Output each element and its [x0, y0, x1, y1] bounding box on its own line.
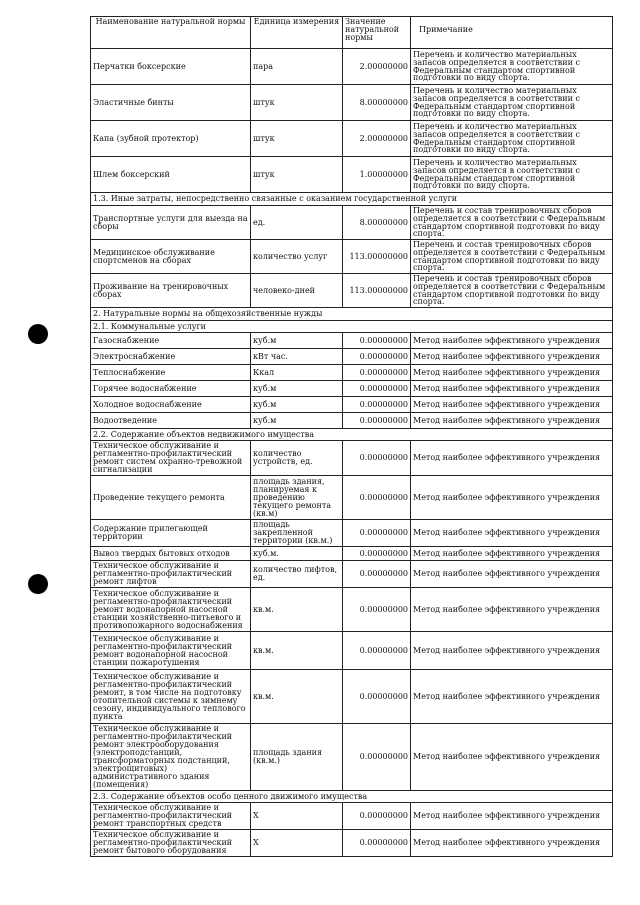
row-name: Капа (зубной протектор) [91, 121, 251, 157]
row-value: 0.00000000 [343, 632, 411, 670]
row-value: 0.00000000 [343, 476, 411, 520]
row-unit: Х [251, 830, 343, 857]
row-note: Метод наиболее эффективного учреждения [411, 476, 613, 520]
row-value: 113.00000000 [343, 274, 411, 308]
row-note: Перечень и количество материальных запасов определяется в соответствии с Федеральным стандартом спортивной подготовки по виду спорта. [411, 121, 613, 157]
table-header [91, 17, 613, 49]
row-value: 0.00000000 [343, 803, 411, 830]
row-unit: количество устройств, ед. [251, 441, 343, 476]
row-name: Техническое обслуживание и регламентно-профилактический ремонт бытового оборудования [91, 830, 251, 857]
row-name: Шлем боксерский [91, 157, 251, 193]
table-row [91, 413, 613, 429]
table-row [91, 724, 613, 791]
table-row [91, 397, 613, 413]
row-unit: кв.м. [251, 588, 343, 632]
section-title: 2.3. Содержание объектов особо ценного движимого имущества [91, 791, 613, 803]
section-row [91, 193, 613, 206]
row-note: Перечень и состав тренировочных сборов определяется в соответствии с Федеральным стандартом спортивной подготовки по виду спорта. [411, 240, 613, 274]
binder-hole-bottom [28, 574, 48, 594]
row-unit: куб.м [251, 397, 343, 413]
row-value: 0.00000000 [343, 588, 411, 632]
row-unit: куб.м [251, 381, 343, 397]
row-unit: количество лифтов, ед. [251, 561, 343, 588]
section-row [91, 791, 613, 803]
row-name: Вывоз твердых бытовых отходов [91, 547, 251, 561]
row-name: Техническое обслуживание и регламентно-профилактический ремонт лифтов [91, 561, 251, 588]
row-unit: Х [251, 803, 343, 830]
row-value: 0.00000000 [343, 441, 411, 476]
section-row [91, 308, 613, 321]
row-note: Метод наиболее эффективного учреждения [411, 333, 613, 349]
row-name: Техническое обслуживание и регламентно-профилактический ремонт водонапорной насосной станции хозяйственно-питьевого и противопожарного водоснабжения [91, 588, 251, 632]
row-note: Перечень и состав тренировочных сборов определяется в соответствии с Федеральным стандартом спортивной подготовки по виду спорта. [411, 206, 613, 240]
row-unit: пара [251, 49, 343, 85]
row-name: Техническое обслуживание и регламентно-профилактический ремонт систем охранно-тревожной сигнализации [91, 441, 251, 476]
row-unit: площадь здания (кв.м.) [251, 724, 343, 791]
row-note: Метод наиболее эффективного учреждения [411, 588, 613, 632]
row-name: Эластичные бинты [91, 85, 251, 121]
row-note: Метод наиболее эффективного учреждения [411, 413, 613, 429]
row-note: Метод наиболее эффективного учреждения [411, 830, 613, 857]
row-note: Метод наиболее эффективного учреждения [411, 632, 613, 670]
row-name: Транспортные услуги для выезда на сборы [91, 206, 251, 240]
row-unit: куб.м [251, 413, 343, 429]
table-row [91, 632, 613, 670]
row-name: Техническое обслуживание и регламентно-профилактический ремонт электрооборудования (электроподстанций, трансформаторных подстанций, электрощитовых) административного здания (помещения) [91, 724, 251, 791]
row-value: 0.00000000 [343, 830, 411, 857]
table-row [91, 157, 613, 193]
row-note: Метод наиболее эффективного учреждения [411, 803, 613, 830]
row-note: Метод наиболее эффективного учреждения [411, 365, 613, 381]
row-name: Электроснабжение [91, 349, 251, 365]
row-name: Холодное водоснабжение [91, 397, 251, 413]
row-value: 1.00000000 [343, 157, 411, 193]
row-name: Проведение текущего ремонта [91, 476, 251, 520]
row-value: 8.00000000 [343, 85, 411, 121]
row-name: Водоотведение [91, 413, 251, 429]
row-note: Метод наиболее эффективного учреждения [411, 397, 613, 413]
row-note: Перечень и количество материальных запасов определяется в соответствии с Федеральным стандартом спортивной подготовки по виду спорта. [411, 85, 613, 121]
row-name: Перчатки боксерские [91, 49, 251, 85]
row-note: Перечень и количество материальных запасов определяется в соответствии с Федеральным стандартом спортивной подготовки по виду спорта. [411, 157, 613, 193]
row-unit: штук [251, 85, 343, 121]
table-row [91, 349, 613, 365]
section-title: 2.1. Коммунальные услуги [91, 321, 613, 333]
row-value: 8.00000000 [343, 206, 411, 240]
row-name: Медицинское обслуживание спортсменов на сборах [91, 240, 251, 274]
norms-table-body [91, 17, 613, 857]
row-value: 0.00000000 [343, 670, 411, 724]
row-unit: ед. [251, 206, 343, 240]
row-note: Метод наиболее эффективного учреждения [411, 670, 613, 724]
table-row [91, 670, 613, 724]
row-unit: площадь закрепленной территории (кв.м.) [251, 520, 343, 547]
section-row [91, 321, 613, 333]
row-note: Перечень и состав тренировочных сборов определяется в соответствии с Федеральным стандартом спортивной подготовки по виду спорта. [411, 274, 613, 308]
row-note: Метод наиболее эффективного учреждения [411, 441, 613, 476]
row-name: Техническое обслуживание и регламентно-профилактический ремонт транспортных средств [91, 803, 251, 830]
header-unit: Единица измерения [251, 17, 343, 49]
row-note: Метод наиболее эффективного учреждения [411, 547, 613, 561]
table-row [91, 121, 613, 157]
row-unit: кВт час. [251, 349, 343, 365]
row-value: 0.00000000 [343, 413, 411, 429]
table-row [91, 561, 613, 588]
header-value: Значение натуральной нормы [343, 17, 411, 49]
section-title: 1.3. Иные затраты, непосредственно связанные с оказанием государственной услуги [91, 193, 613, 206]
table-row [91, 381, 613, 397]
binder-hole-top [28, 324, 48, 344]
row-value: 0.00000000 [343, 397, 411, 413]
table-row [91, 547, 613, 561]
row-name: Теплоснабжение [91, 365, 251, 381]
table-row [91, 365, 613, 381]
row-value: 0.00000000 [343, 381, 411, 397]
table-row [91, 49, 613, 85]
row-unit: штук [251, 157, 343, 193]
row-note: Метод наиболее эффективного учреждения [411, 520, 613, 547]
table-row [91, 240, 613, 274]
row-note: Метод наиболее эффективного учреждения [411, 724, 613, 791]
row-unit: человеко-дней [251, 274, 343, 308]
row-name: Проживание на тренировочных сборах [91, 274, 251, 308]
row-note: Метод наиболее эффективного учреждения [411, 381, 613, 397]
row-value: 0.00000000 [343, 547, 411, 561]
row-unit: количество услуг [251, 240, 343, 274]
table-row [91, 206, 613, 240]
section-row [91, 429, 613, 441]
row-name: Техническое обслуживание и регламентно-профилактический ремонт водонапорной насосной станции пожаротушения [91, 632, 251, 670]
table-row [91, 333, 613, 349]
section-title: 2. Натуральные нормы на общехозяйственные нужды [91, 308, 613, 321]
row-name: Техническое обслуживание и регламентно-профилактический ремонт, в том числе на подготовку отопительной системы к зимнему сезону, индивидуального теплового пункта [91, 670, 251, 724]
row-unit: Ккал [251, 365, 343, 381]
table-row [91, 274, 613, 308]
table-row [91, 520, 613, 547]
row-name: Горячее водоснабжение [91, 381, 251, 397]
row-unit: куб.м [251, 333, 343, 349]
row-name: Газоснабжение [91, 333, 251, 349]
row-value: 0.00000000 [343, 724, 411, 791]
table-row [91, 441, 613, 476]
row-value: 2.00000000 [343, 49, 411, 85]
row-unit: площадь здания, планируемая к проведению текущего ремонта (кв.м) [251, 476, 343, 520]
row-note: Метод наиболее эффективного учреждения [411, 349, 613, 365]
norms-table [90, 16, 613, 857]
header-name: Наименование натуральной нормы [91, 17, 251, 49]
row-value: 0.00000000 [343, 349, 411, 365]
row-value: 2.00000000 [343, 121, 411, 157]
row-note: Перечень и количество материальных запасов определяется в соответствии с Федеральным стандартом спортивной подготовки по виду спорта. [411, 49, 613, 85]
table-row [91, 803, 613, 830]
row-value: 0.00000000 [343, 365, 411, 381]
header-note: Примечание [411, 17, 613, 49]
table-row [91, 588, 613, 632]
row-value: 0.00000000 [343, 561, 411, 588]
row-name: Содержание прилегающей территории [91, 520, 251, 547]
row-value: 0.00000000 [343, 520, 411, 547]
row-unit: куб.м. [251, 547, 343, 561]
table-row [91, 85, 613, 121]
row-unit: кв.м. [251, 670, 343, 724]
row-unit: кв.м. [251, 632, 343, 670]
row-value: 0.00000000 [343, 333, 411, 349]
row-note: Метод наиболее эффективного учреждения [411, 561, 613, 588]
table-row [91, 476, 613, 520]
row-unit: штук [251, 121, 343, 157]
table-row [91, 830, 613, 857]
row-value: 113.00000000 [343, 240, 411, 274]
section-title: 2.2. Содержание объектов недвижимого имущества [91, 429, 613, 441]
